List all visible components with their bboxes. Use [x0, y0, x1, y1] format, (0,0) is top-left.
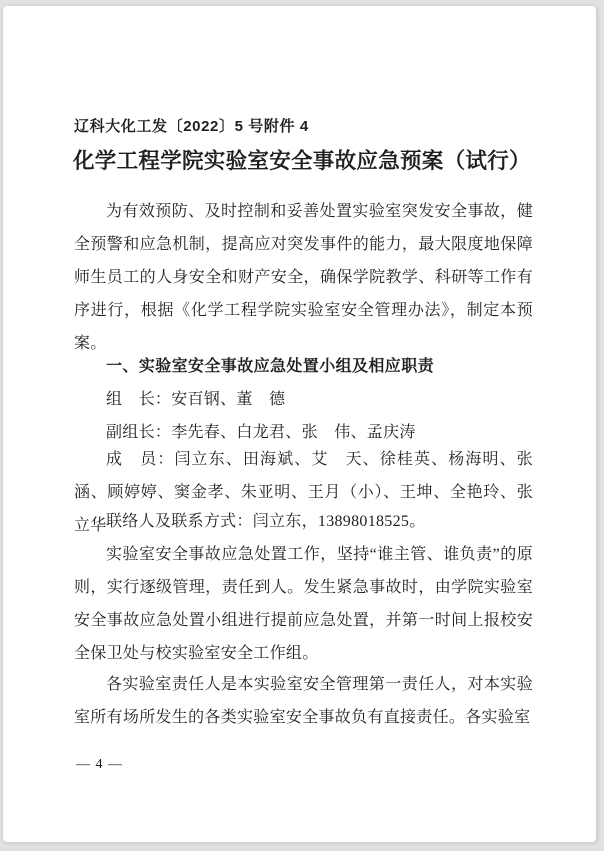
paragraph-responsibility: 各实验室责任人是本实验室安全管理第一责任人，对本实验室所有场所发生的各类实验室安全事故负有直接责任。各实验室 — [74, 676, 533, 726]
section-1-heading: 一、实验室安全事故应急处置小组及相应职责 — [106, 358, 435, 375]
document-title: 化学工程学院实验室安全事故应急预案（试行） — [73, 149, 531, 173]
document-page — [2, 5, 597, 843]
paragraph-principle: 实验室安全事故应急处置工作，坚持“谁主管、谁负责”的原则，实行逐级管理，责任到人。发生紧急事故时，由学院实验室安全事故应急处置小组进行提前应急处置，并第一时间上报校安全保卫处与校实验室安全工作组。 — [74, 546, 533, 662]
members-line: 成 员：闫立东、田海斌、艾 天、徐桂英、杨海明、张 涵、顾婷婷、窦金孝、朱亚明、王月（小）、王坤、全艳玲、张立华 — [74, 451, 550, 534]
deputy-leader-line: 副组长：李先春、白龙君、张 伟、孟庆涛 — [106, 424, 416, 441]
contact-line: 联络人及联系方式：闫立东，13898018525。 — [106, 513, 426, 530]
doc-number: 辽科大化工发〔2022〕5 号附件 4 — [74, 118, 309, 135]
paragraph-intro: 为有效预防、及时控制和妥善处置实验室突发安全事故，健全预警和应急机制，提高应对突发事件的能力，最大限度地保障师生员工的人身安全和财产安全，确保学院教学、科研等工作有序进行，根据《化学工程学院实验室安全管理办法》，制定本预案。 — [74, 203, 533, 352]
page-number: — 4 — — [76, 757, 123, 772]
leader-line: 组 长：安百钢、董 德 — [106, 391, 286, 408]
